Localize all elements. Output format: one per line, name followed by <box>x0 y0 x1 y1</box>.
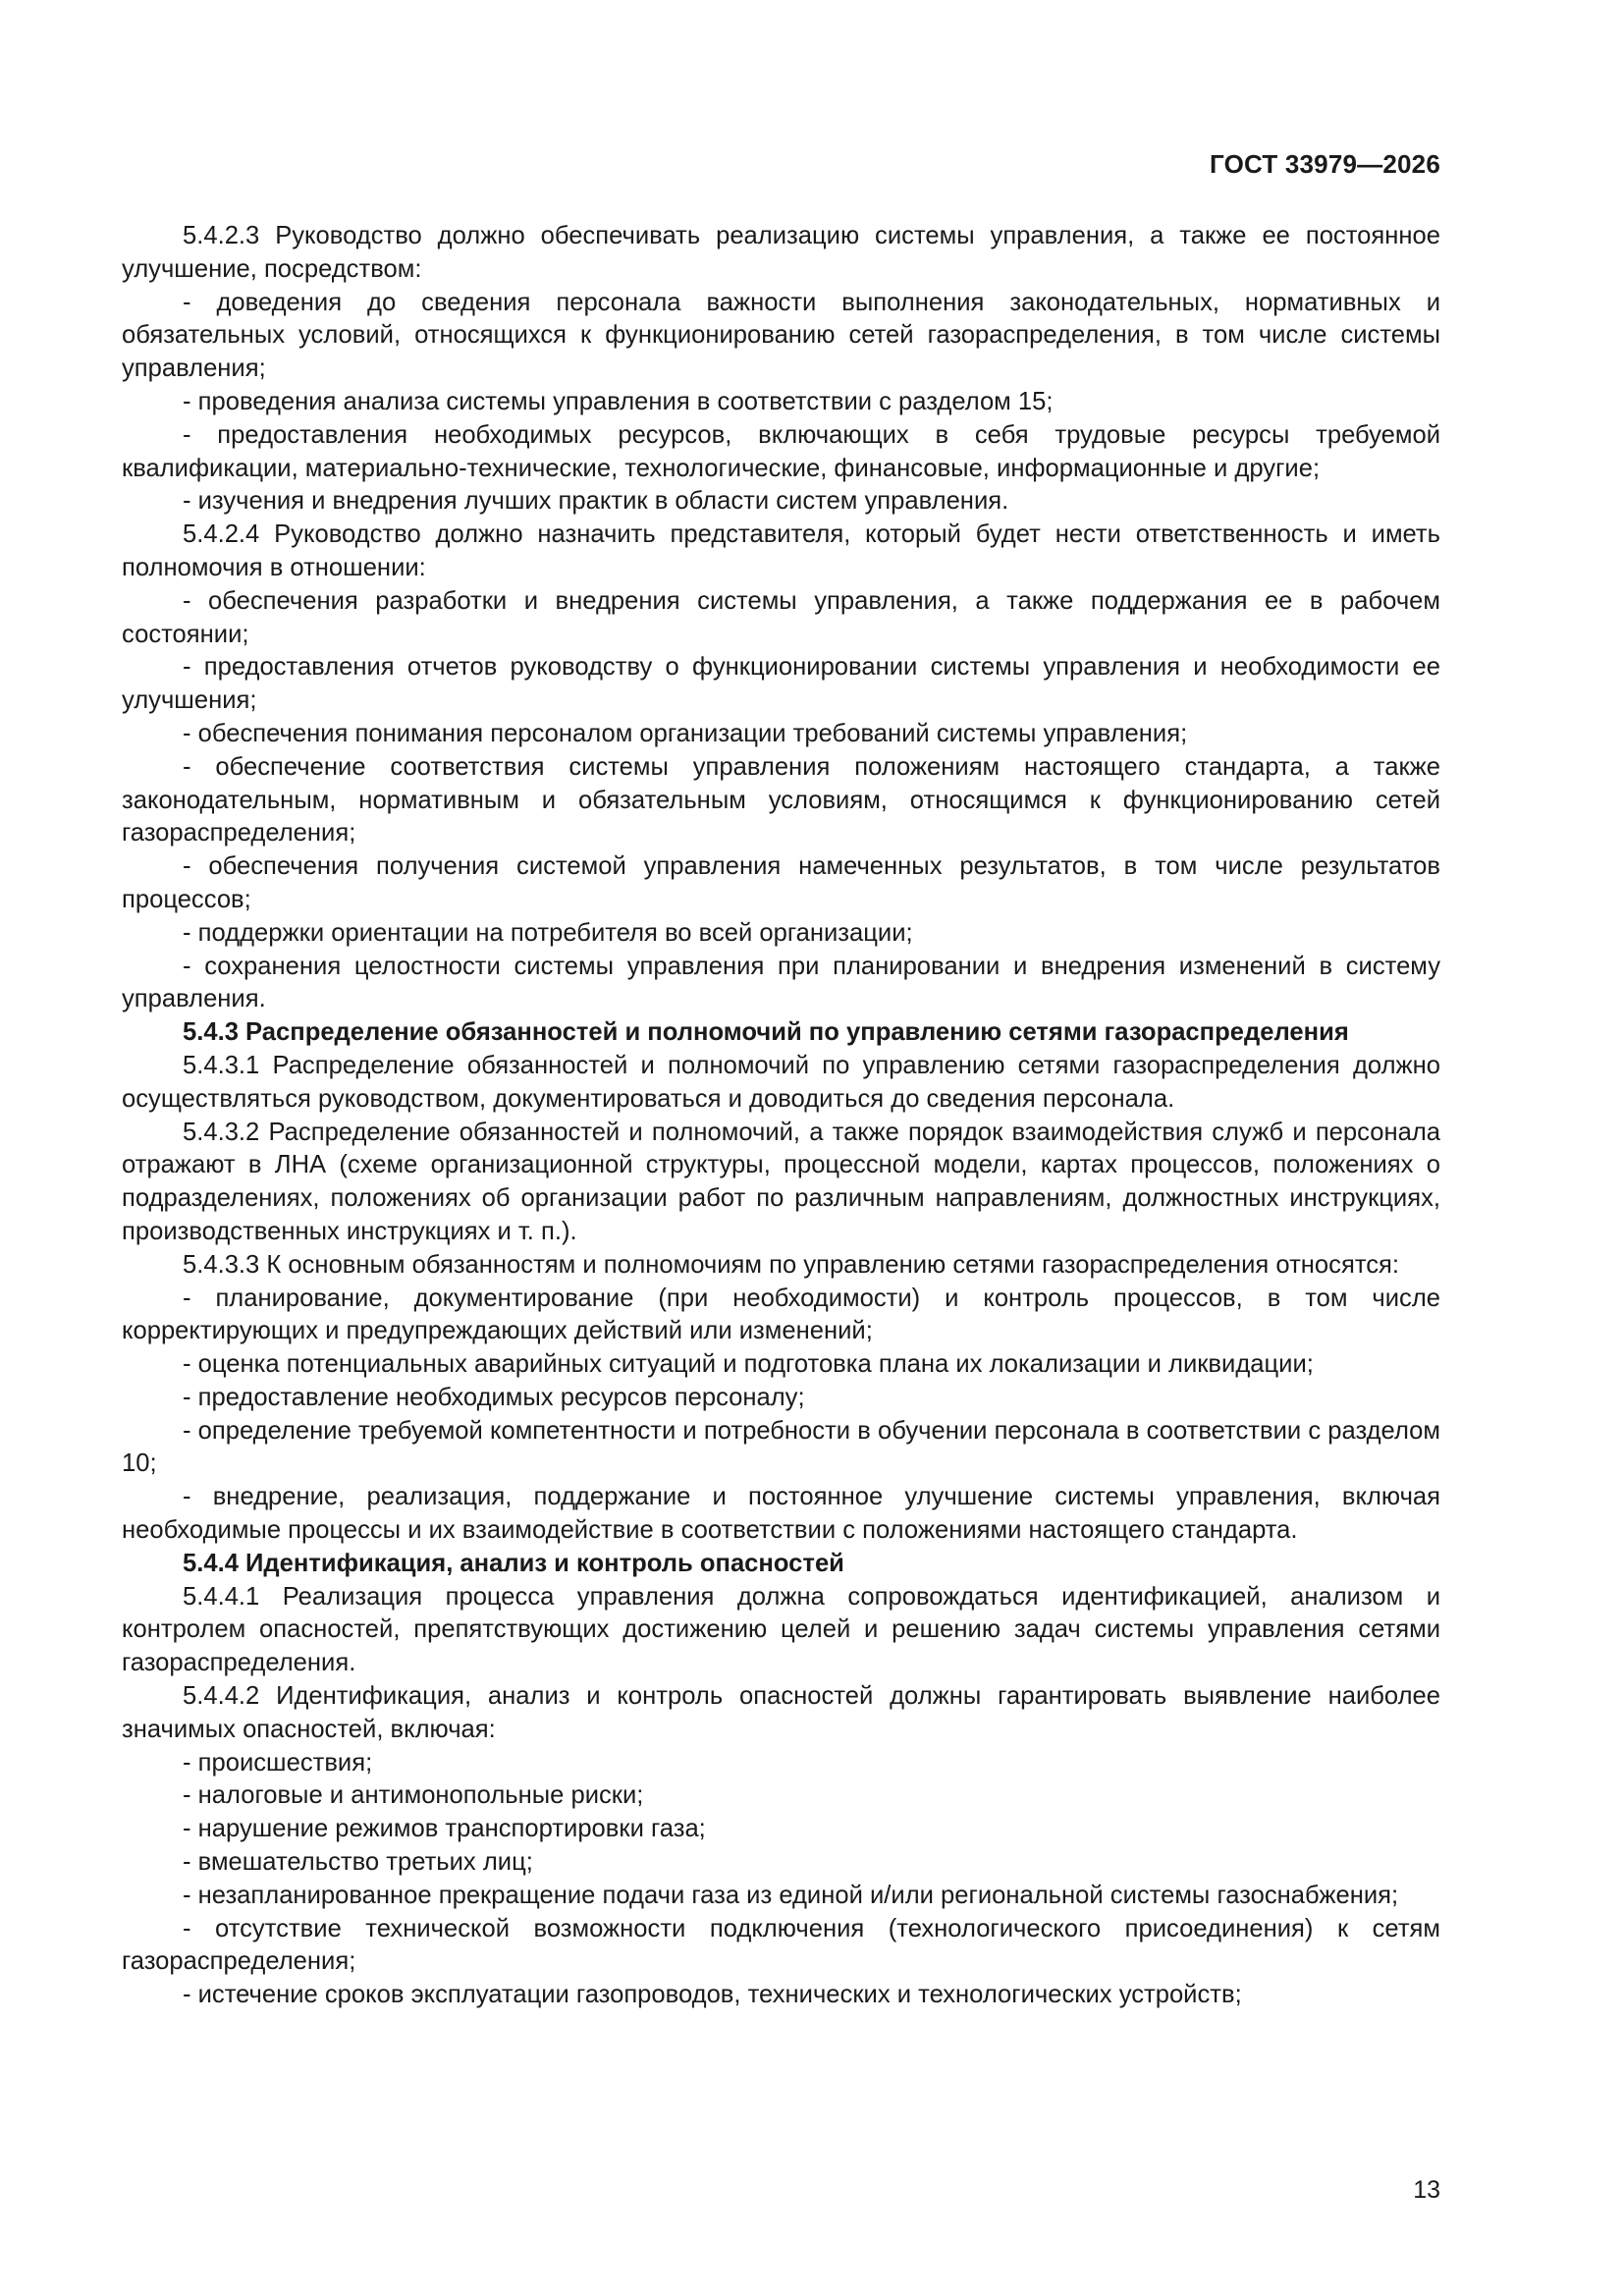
list-item: - незапланированное прекращение подачи газа из единой и/или региональной системы газоснабжения; <box>183 1881 1399 1909</box>
list-item: - истечение сроков эксплуатации газопроводов, технических и технологических устройств; <box>183 1981 1242 2009</box>
list-item: - предоставления отчетов руководству о функционировании системы управления и необходимости ее улучшения; <box>122 653 1440 715</box>
list-item: - проведения анализа системы управления в соответствии с разделом 15; <box>183 387 1054 415</box>
list-item: - внедрение, реализация, поддержание и постоянное улучшение системы управления, включая необходимые процессы и их взаимодействие в соответствии с положениями настоящего стандарта. <box>122 1483 1440 1545</box>
list-item: - определение требуемой компетентности и потребности в обучении персонала в соответствии с разделом 10; <box>122 1416 1440 1478</box>
list-item: - предоставление необходимых ресурсов персоналу; <box>183 1383 805 1411</box>
list-item: - обеспечение соответствия системы управления положениям настоящего стандарта, а также законодательным, нормативным и обязательным условиям, относящимся к функционированию сетей газораспределения; <box>122 752 1440 847</box>
list-item: - происшествия; <box>183 1748 373 1777</box>
list-item: - налоговые и антимонопольные риски; <box>183 1781 644 1810</box>
list-item: - вмешательство третьих лиц; <box>183 1848 533 1877</box>
paragraph: 5.4.3.2 Распределение обязанностей и полномочий, а также порядок взаимодействия служб и персонала отражают в ЛНА (схеме организационной структуры, процессной модели, картах процессов, положениях о подразделениях, положениях об организации работ по различным направлениям, должностных инструкциях, производственных инструкциях и т. п.). <box>122 1118 1440 1245</box>
list-item: - оценка потенциальных аварийных ситуаций и подготовка плана их локализации и ликвидации; <box>183 1350 1314 1379</box>
list-item: - поддержки ориентации на потребителя во всей организации; <box>183 918 913 947</box>
paragraph: 5.4.2.4 Руководство должно назначить представителя, который будет нести ответственность и иметь полномочия в отношении: <box>122 520 1440 581</box>
list-item: - обеспечения разработки и внедрения системы управления, а также поддержания ее в рабочем состоянии; <box>122 586 1440 648</box>
list-item: - нарушение режимов транспортировки газа; <box>183 1815 706 1843</box>
list-item: - предоставления необходимых ресурсов, включающих в себя трудовые ресурсы требуемой квалификации, материально-технические, технологические, финансовые, информационные и другие; <box>122 420 1440 482</box>
page-number: 13 <box>1413 2176 1440 2204</box>
list-item: - доведения до сведения персонала важности выполнения законодательных, нормативных и обязательных условий, относящихся к функционированию сетей газораспределения, в том числе системы управления; <box>122 288 1440 383</box>
list-item: - обеспечения получения системой управления намеченных результатов, в том числе результатов процессов; <box>122 852 1440 913</box>
list-item: - планирование, документирование (при необходимости) и контроль процессов, в том числе корректирующих и предупреждающих действий или изменений; <box>122 1284 1440 1345</box>
document-code-header: ГОСТ 33979—2026 <box>1210 149 1440 179</box>
document-body <box>122 220 1440 2012</box>
list-item: - изучения и внедрения лучших практик в области систем управления. <box>183 487 1009 516</box>
paragraph: 5.4.2.3 Руководство должно обеспечивать реализацию системы управления, а также ее постоянное улучшение, посредством: <box>122 222 1440 283</box>
paragraph: 5.4.4.2 Идентификация, анализ и контроль опасностей должны гарантировать выявление наиболее значимых опасностей, включая: <box>122 1682 1440 1743</box>
paragraph: 5.4.4.1 Реализация процесса управления должна сопровождаться идентификацией, анализом и контролем опасностей, препятствующих достижению целей и решению задач системы управления сетями газораспределения. <box>122 1582 1440 1677</box>
paragraph: 5.4.3.3 К основным обязанностям и полномочиям по управлению сетями газораспределения относятся: <box>183 1250 1400 1279</box>
paragraph: 5.4.3.1 Распределение обязанностей и полномочий по управлению сетями газораспределения должно осуществляться руководством, документироваться и доводиться до сведения персонала. <box>122 1051 1440 1113</box>
list-item: - отсутствие технической возможности подключения (технологического присоединения) к сетям газораспределения; <box>122 1914 1440 1976</box>
list-item: - сохранения целостности системы управления при планировании и внедрения изменений в систему управления. <box>122 952 1440 1013</box>
list-item: - обеспечения понимания персоналом организации требований системы управления; <box>183 719 1188 747</box>
section-heading: 5.4.3 Распределение обязанностей и полномочий по управлению сетями газораспределения <box>183 1018 1349 1047</box>
section-heading: 5.4.4 Идентификация, анализ и контроль опасностей <box>183 1549 844 1577</box>
